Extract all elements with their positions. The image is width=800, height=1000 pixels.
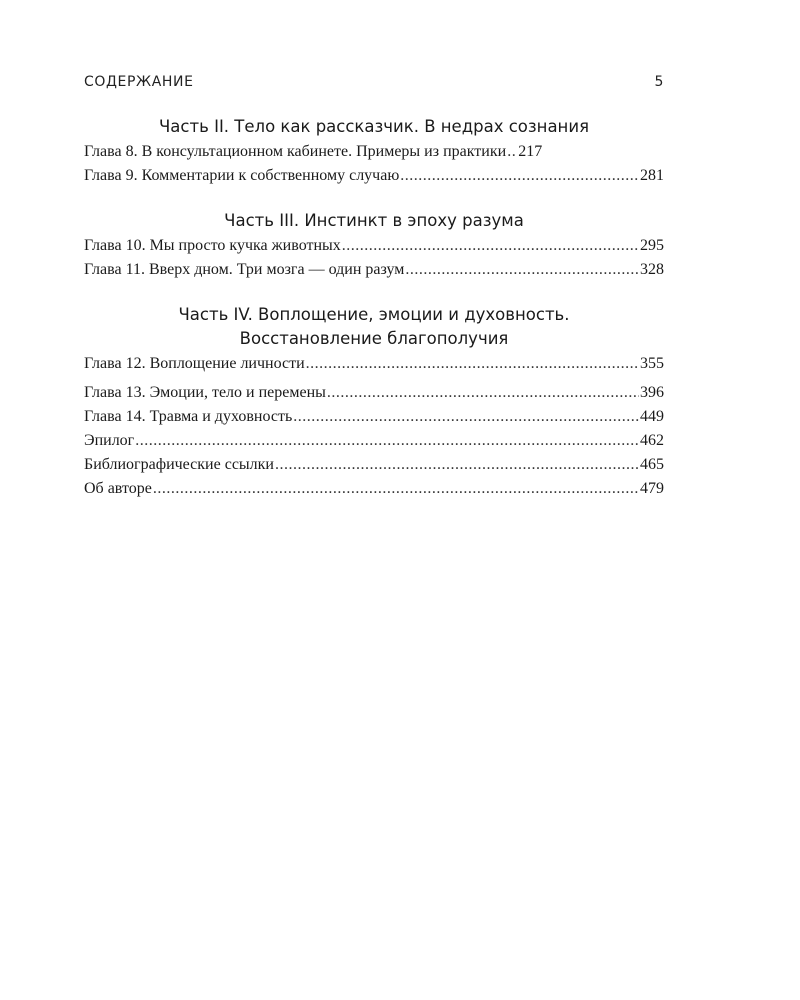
entry-title: Глава 10. Мы просто кучка животных: [84, 237, 341, 254]
entry-title: Глава 8. В консультационном кабинете. Примеры из практики: [84, 143, 507, 160]
toc-part-4: [84, 304, 664, 501]
dot-leader: [327, 381, 639, 405]
part-title: Часть II. Тело как рассказчик. В недрах сознания: [159, 117, 589, 136]
dot-leader: [507, 140, 517, 164]
entry-title: Глава 11. Вверх дном. Три мозга — один разум: [84, 261, 405, 278]
part-title: Часть IV. Воплощение, эмоции и духовность.: [178, 305, 570, 324]
entry-title: Глава 14. Травма и духовность: [84, 408, 293, 425]
running-title: СОДЕРЖАНИЕ: [84, 74, 194, 90]
entry-title: Глава 12. Воплощение личности: [84, 355, 305, 372]
toc-entry: [84, 381, 664, 405]
entry-title: Об авторе: [84, 480, 152, 497]
page-number: 5: [654, 74, 664, 90]
toc-part-2: [84, 116, 664, 188]
dot-leader: [306, 352, 639, 376]
toc-entry: [84, 258, 664, 282]
entry-page: 328: [640, 261, 664, 278]
toc-entry: [84, 234, 664, 258]
entry-title: Библиографические ссылки: [84, 456, 274, 473]
entry-title: Эпилог: [84, 432, 135, 449]
toc-entry: [84, 352, 664, 376]
part-title: Часть III. Инстинкт в эпоху разума: [224, 211, 524, 230]
part-subtitle: Восстановление благополучия: [239, 329, 509, 348]
toc-part-3: [84, 210, 664, 282]
entry-page: 281: [640, 167, 664, 184]
toc-entry: [84, 405, 664, 429]
toc-entry: [84, 453, 664, 477]
toc-entry: [84, 164, 664, 188]
running-head: [84, 74, 664, 90]
dot-leader: [135, 429, 639, 453]
entry-page: 449: [640, 408, 664, 425]
entry-page: 479: [640, 480, 664, 497]
entry-page: 465: [640, 456, 664, 473]
dot-leader: [293, 405, 639, 429]
table-of-contents: [84, 116, 664, 523]
toc-entry: [84, 477, 664, 501]
dot-leader: [400, 164, 639, 188]
entry-page: 217: [518, 143, 543, 160]
entry-page: 396: [640, 384, 664, 401]
toc-entry: [84, 140, 664, 164]
entry-page: 295: [640, 237, 664, 254]
entry-page: 355: [640, 355, 664, 372]
dot-leader: [275, 453, 639, 477]
dot-leader: [342, 234, 639, 258]
dot-leader: [405, 258, 639, 282]
entry-page: 462: [640, 432, 664, 449]
toc-entry: [84, 429, 664, 453]
entry-title: Глава 13. Эмоции, тело и перемены: [84, 384, 326, 401]
entry-title: Глава 9. Комментарии к собственному случаю: [84, 167, 400, 184]
dot-leader: [153, 477, 639, 501]
